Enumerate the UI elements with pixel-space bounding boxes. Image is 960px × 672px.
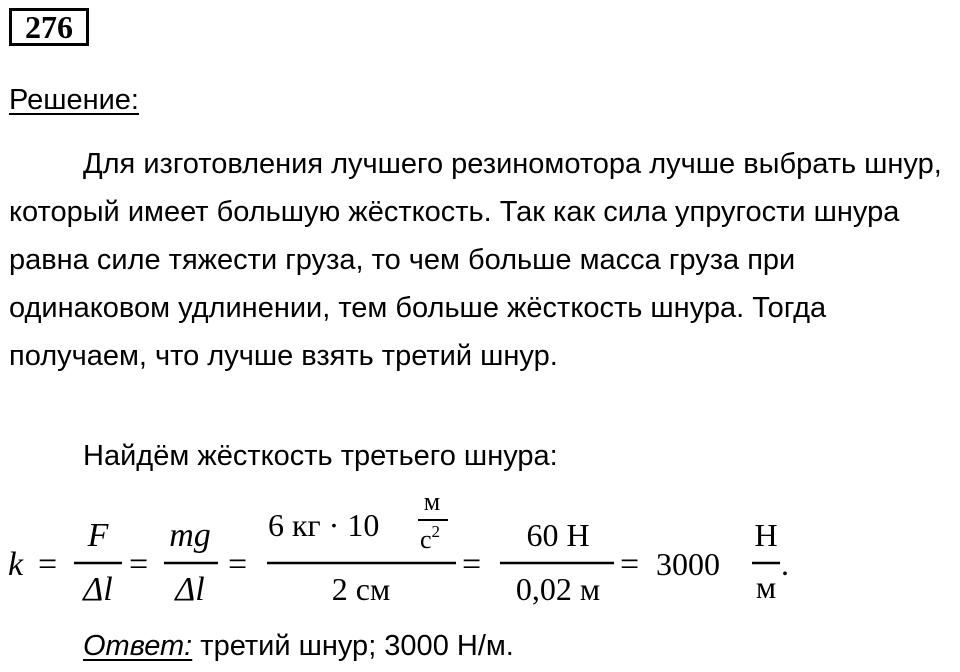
- answer-text: третий шнур; 3000 Н/м.: [192, 630, 514, 662]
- find-sentence: Найдём жёсткость третьего шнура:: [83, 440, 558, 472]
- stiffness-formula: [0, 488, 960, 618]
- solution-heading: Решение:: [9, 84, 139, 116]
- solution-paragraph: [9, 140, 954, 380]
- paragraph-text: Для изготовления лучшего резиномотора лучше выбрать шнур, который имеет большую жёсткость. Так как сила упругости шнура равна силе тяжести груза, то чем больше масса груза при одинаковом удлинении, тем больше жёсткость шнура. Тогда получаем, что лучше взять третий шнур.: [9, 148, 942, 372]
- fraction-4-numerator: 60 Н: [526, 517, 590, 553]
- formula-period: .: [781, 546, 789, 582]
- unit-base: с: [419, 525, 432, 554]
- fraction-3-unit-denominator: [420, 522, 440, 554]
- formula-eq-3: =: [228, 546, 248, 583]
- formula-eq-1: =: [38, 546, 58, 583]
- fraction-2-denominator: Δl: [175, 571, 205, 608]
- formula-eq-5: =: [620, 546, 640, 583]
- answer-line: [83, 622, 514, 670]
- fraction-4-denominator: 0,02 м: [515, 571, 601, 607]
- task-number: 276: [25, 9, 73, 45]
- fraction-1-numerator: F: [87, 517, 109, 554]
- answer-label: Ответ:: [83, 630, 193, 662]
- fraction-3-denominator: 2 см: [331, 571, 391, 607]
- fraction-3-numerator: 6 кг · 10: [268, 507, 380, 543]
- result-unit-numerator: Н: [754, 517, 778, 553]
- task-number-box: [9, 8, 89, 46]
- unit-exponent: 2: [431, 522, 441, 541]
- formula-eq-2: =: [129, 546, 149, 583]
- formula-k: k: [8, 546, 24, 583]
- fraction-3-unit-numerator: м: [423, 488, 441, 516]
- formula-eq-4: =: [462, 546, 482, 583]
- fraction-2-numerator: mg: [169, 517, 211, 554]
- result-value: 3000: [656, 546, 720, 582]
- result-unit-denominator: м: [755, 569, 777, 605]
- fraction-1-denominator: Δl: [83, 571, 113, 608]
